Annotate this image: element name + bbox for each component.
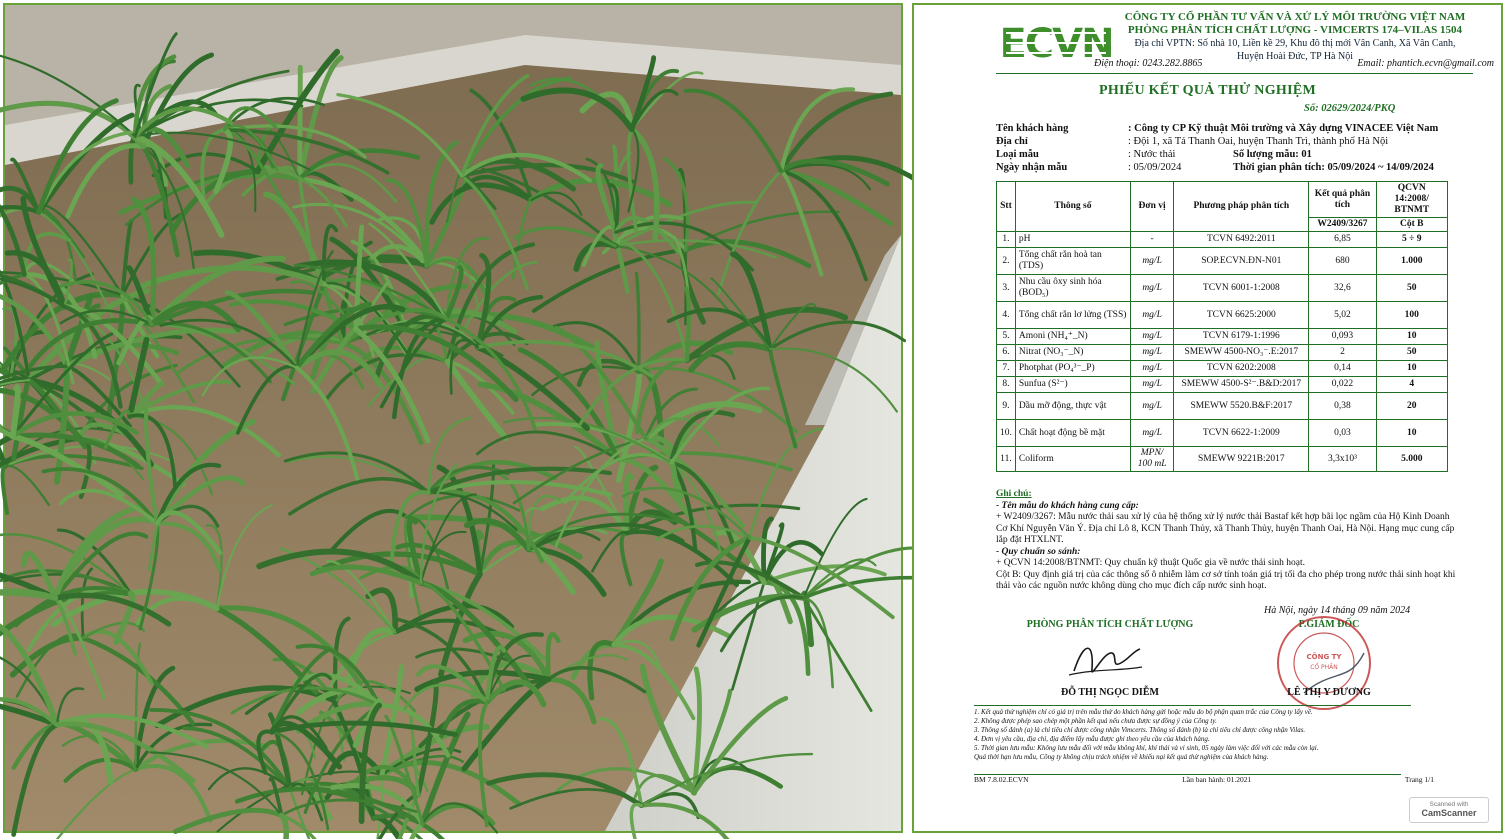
table-row <box>997 248 1448 275</box>
cell-result: 0,022 <box>1309 377 1376 393</box>
cell-limit: 10 <box>1376 329 1447 345</box>
camscanner-watermark <box>1409 797 1489 823</box>
cell-unit: mg/L <box>1130 329 1173 345</box>
cell-unit: mg/L <box>1130 248 1173 275</box>
cell-param: Coliform <box>1015 447 1130 472</box>
cell-unit: mg/L <box>1130 361 1173 377</box>
watermark-name: CamScanner <box>1421 808 1477 818</box>
page-number: Trang 1/1 <box>1404 775 1434 784</box>
place-date: Hà Nội, ngày 14 tháng 09 năm 2024 <box>1264 605 1411 616</box>
cell-param: Nitrat (NO₃⁻_N) <box>1015 345 1130 361</box>
results-table <box>996 181 1448 472</box>
cell-method: TCVN 6202:2008 <box>1174 361 1309 377</box>
cell-limit: 10 <box>1376 420 1447 447</box>
footnote-line: 3. Thông số đánh (a) là chỉ tiêu chỉ được công nhận Vimcerts. Thông số đánh (b) là chỉ tiêu chỉ được công nhận Vilas. <box>974 726 1306 734</box>
cell-method: SOP.ECVN.ĐN-N01 <box>1174 248 1309 275</box>
cell-param: Tổng chất rắn lơ lửng (TSS) <box>1015 302 1130 329</box>
footnote-divider <box>974 705 1411 706</box>
form-code: BM 7.8.02.ECVN <box>974 775 1029 784</box>
cell-param: Nhu cầu ôxy sinh hóa (BOD₅) <box>1015 275 1130 302</box>
col-unit: Đơn vị <box>1130 182 1173 232</box>
sample-count: Số lượng mẫu: 01 <box>1233 149 1312 160</box>
received-date-value: : 05/09/2024 <box>1128 162 1182 173</box>
company-address-1: Địa chỉ VPTN: Số nhà 10, Liền kề 29, Khu đô thị mới Vân Canh, Xã Vân Canh, <box>1134 38 1456 49</box>
lab-name: PHÒNG PHÂN TÍCH CHẤT LƯỢNG - VIMCERTS 174–VILAS 1504 <box>1127 24 1463 36</box>
footer-row <box>974 775 1434 784</box>
cell-stt: 11. <box>997 447 1016 472</box>
cell-result: 0,38 <box>1309 393 1376 420</box>
cell-method: TCVN 6179-1:1996 <box>1174 329 1309 345</box>
signature-image <box>1064 631 1144 683</box>
footnotes <box>974 708 1434 762</box>
left-signer-name: ĐỖ THỊ NGỌC DIỄM <box>1061 687 1159 698</box>
cell-unit: mg/L <box>1130 345 1173 361</box>
cell-param: Amoni (NH₄⁺_N) <box>1015 329 1130 345</box>
customer-info <box>996 122 1476 174</box>
cell-param: Sunfua (S²⁻) <box>1015 377 1130 393</box>
footnote-line: 4. Đơn vị yêu cầu, địa chỉ, địa điểm lấy mẫu được ghi theo yêu cầu của khách hàng. <box>974 735 1210 743</box>
cell-result: 680 <box>1309 248 1376 275</box>
cell-stt: 8. <box>997 377 1016 393</box>
cell-method: TCVN 6622-1:2009 <box>1174 420 1309 447</box>
cell-param: pH <box>1015 232 1130 248</box>
cell-result: 32,6 <box>1309 275 1376 302</box>
notes-section <box>996 489 1456 593</box>
cell-limit: 10 <box>1376 361 1447 377</box>
cell-unit: mg/L <box>1130 377 1173 393</box>
cell-limit: 5 ÷ 9 <box>1376 232 1447 248</box>
address-label: Địa chỉ <box>996 136 1028 147</box>
notes-line-2: + QCVN 14:2008/BTNMT: Quy chuẩn kỹ thuật Quốc gia về nước thải sinh hoạt. <box>996 558 1305 568</box>
ecvn-logo <box>999 11 1113 67</box>
sample-type-value: : Nước thải <box>1128 149 1176 160</box>
company-header <box>1110 11 1480 63</box>
table-row <box>997 232 1448 248</box>
report-number: Số: 02629/2024/PKQ <box>1304 103 1396 114</box>
cell-stt: 2. <box>997 248 1016 275</box>
test-report-document <box>912 3 1503 833</box>
company-email: Email: phantich.ecvn@gmail.com <box>1357 58 1494 69</box>
cell-stt: 10. <box>997 420 1016 447</box>
left-signer-title: PHÒNG PHÂN TÍCH CHẤT LƯỢNG <box>1026 619 1194 630</box>
header-divider <box>996 73 1473 74</box>
cell-unit: - <box>1130 232 1173 248</box>
svg-text:CỔ PHẦN: CỔ PHẦN <box>1310 664 1338 671</box>
cell-unit: mg/L <box>1130 393 1173 420</box>
notes-line-1: + W2409/3267: Mẫu nước thải sau xử lý của hệ thống xử lý nước thải Bastaf kết hợp bãi lọc ngầm của Hộ Kinh Doanh Cơ Khí Nguyễn Văn Ý. Địa chỉ Lô 8, KCN Thanh Thủy, xã Thanh Thủy, huyện Thanh Oai, Hà Nội. Hạng mục cung cấp lắp đặt HTXLNT. <box>996 512 1455 545</box>
cell-result: 3,3x10³ <box>1309 447 1376 472</box>
customer-value: : Công ty CP Kỹ thuật Môi trường và Xây dựng VINACEE Việt Nam <box>1128 123 1439 134</box>
cell-method: TCVN 6492:2011 <box>1174 232 1309 248</box>
col-column-b: Cột B <box>1376 218 1447 232</box>
cell-method: TCVN 6625:2000 <box>1174 302 1309 329</box>
col-param: Thông số <box>1015 182 1130 232</box>
svg-text:CÔNG TY: CÔNG TY <box>1306 653 1342 661</box>
cell-stt: 1. <box>997 232 1016 248</box>
company-address-2: Huyện Hoài Đức, TP Hà Nội <box>1237 51 1353 62</box>
table-row <box>997 275 1448 302</box>
table-row <box>997 345 1448 361</box>
cell-stt: 6. <box>997 345 1016 361</box>
company-stamp <box>1274 613 1374 713</box>
cell-unit: mg/L <box>1130 302 1173 329</box>
col-result: Kết quả phân tích <box>1309 182 1376 218</box>
cell-param: Dầu mỡ động, thực vật <box>1015 393 1130 420</box>
notes-heading: Ghi chú: <box>996 489 1032 499</box>
right-signer-title: P.GIÁM ĐỐC <box>1298 619 1360 630</box>
cell-method: SMEWW 9221B:2017 <box>1174 447 1309 472</box>
footnote-line: 1. Kết quả thử nghiệm chỉ có giá trị trên mẫu thử do khách hàng gửi hoặc mẫu do bộ phận quan trắc của Công ty lấy về. <box>974 708 1313 716</box>
notes-sub-1: - Tên mẫu do khách hàng cung cấp: <box>996 500 1139 511</box>
table-row <box>997 302 1448 329</box>
cell-param: Tổng chất rắn hoà tan (TDS) <box>1015 248 1130 275</box>
cell-stt: 4. <box>997 302 1016 329</box>
cell-method: TCVN 6001-1:2008 <box>1174 275 1309 302</box>
cell-result: 0,14 <box>1309 361 1376 377</box>
cell-result: 2 <box>1309 345 1376 361</box>
col-sample-code: W2409/3267 <box>1309 218 1376 232</box>
cell-stt: 9. <box>997 393 1016 420</box>
company-name: CÔNG TY CỔ PHẦN TƯ VẤN VÀ XỬ LÝ MÔI TRƯỜNG VIỆT NAM <box>1124 11 1466 23</box>
footnote-line: 5. Thời gian lưu mẫu: Không lưu mẫu đối với mẫu không khí, khí thải và vi sinh, 05 ngày làm việc đối với các mẫu còn lại. <box>974 744 1319 752</box>
sample-type-label: Loại mẫu <box>996 149 1039 160</box>
cell-result: 0,03 <box>1309 420 1376 447</box>
table-row <box>997 447 1448 472</box>
cell-param: Chất hoạt động bề mặt <box>1015 420 1130 447</box>
cell-limit: 100 <box>1376 302 1447 329</box>
issue-number: Lần ban hành: 01.2021 <box>1182 775 1252 784</box>
notes-sub-2: - Quy chuẩn so sánh: <box>996 546 1081 557</box>
col-standard: QCVN 14:2008/ BTNMT <box>1376 182 1447 218</box>
cell-method: SMEWW 5520.B&F:2017 <box>1174 393 1309 420</box>
right-signer-name: LÊ THỊ Y DƯƠNG <box>1287 687 1371 698</box>
table-row <box>997 377 1448 393</box>
footnote-line: Quá thời hạn lưu mẫu, Công ty không chịu trách nhiệm về khiếu nại kết quả thử nghiệm của khách hàng. <box>974 753 1269 761</box>
cell-limit: 5.000 <box>1376 447 1447 472</box>
cell-result: 0,093 <box>1309 329 1376 345</box>
cell-limit: 4 <box>1376 377 1447 393</box>
received-date-label: Ngày nhận mẫu <box>996 162 1068 173</box>
address-value: : Đội 1, xã Tả Thanh Oai, huyện Thanh Trì, thành phố Hà Nội <box>1128 136 1389 147</box>
cell-unit: mg/L <box>1130 275 1173 302</box>
papyrus-bed-image <box>5 5 901 831</box>
leaf-shape <box>300 67 301 179</box>
cell-method: SMEWW 4500-S²⁻.B&D:2017 <box>1174 377 1309 393</box>
analysis-period: Thời gian phân tích: 05/09/2024 ~ 14/09/2024 <box>1233 162 1434 173</box>
plant-photo <box>3 3 903 833</box>
customer-label: Tên khách hàng <box>996 123 1069 134</box>
cell-param: Photphat (PO₄³⁻_P) <box>1015 361 1130 377</box>
cell-unit: mg/L <box>1130 420 1173 447</box>
col-method: Phương pháp phân tích <box>1174 182 1309 232</box>
svg-text:ECVN: ECVN <box>999 21 1113 67</box>
cell-stt: 7. <box>997 361 1016 377</box>
footnote-line: 2. Không được phép sao chép một phần kết quả nếu chưa được sự đồng ý của Công ty. <box>974 717 1217 725</box>
cell-result: 6,85 <box>1309 232 1376 248</box>
table-row <box>997 420 1448 447</box>
cell-limit: 20 <box>1376 393 1447 420</box>
table-row <box>997 393 1448 420</box>
cell-stt: 5. <box>997 329 1016 345</box>
report-title: PHIẾU KẾT QUẢ THỬ NGHIỆM <box>1099 83 1316 98</box>
table-row <box>997 329 1448 345</box>
watermark-top: Scanned with <box>1429 801 1469 808</box>
cell-stt: 3. <box>997 275 1016 302</box>
col-stt: Stt <box>997 182 1016 232</box>
cell-method: SMEWW 4500-NO₃⁻.E:2017 <box>1174 345 1309 361</box>
cell-limit: 50 <box>1376 275 1447 302</box>
cell-result: 5,02 <box>1309 302 1376 329</box>
cell-limit: 1.000 <box>1376 248 1447 275</box>
cell-unit: MPN/ 100 mL <box>1130 447 1173 472</box>
company-phone: Điện thoại: 0243.282.8865 <box>1094 58 1203 69</box>
contact-row <box>1094 58 1494 69</box>
table-row <box>997 361 1448 377</box>
notes-line-3: Cột B: Quy định giá trị của các thông số ô nhiễm làm cơ sở tính toán giá trị tối đa cho phép trong nước thải sinh hoạt khi thải vào các nguồn nước không dùng cho mục đích cấp nước sinh hoạt. <box>996 569 1456 591</box>
cell-limit: 50 <box>1376 345 1447 361</box>
